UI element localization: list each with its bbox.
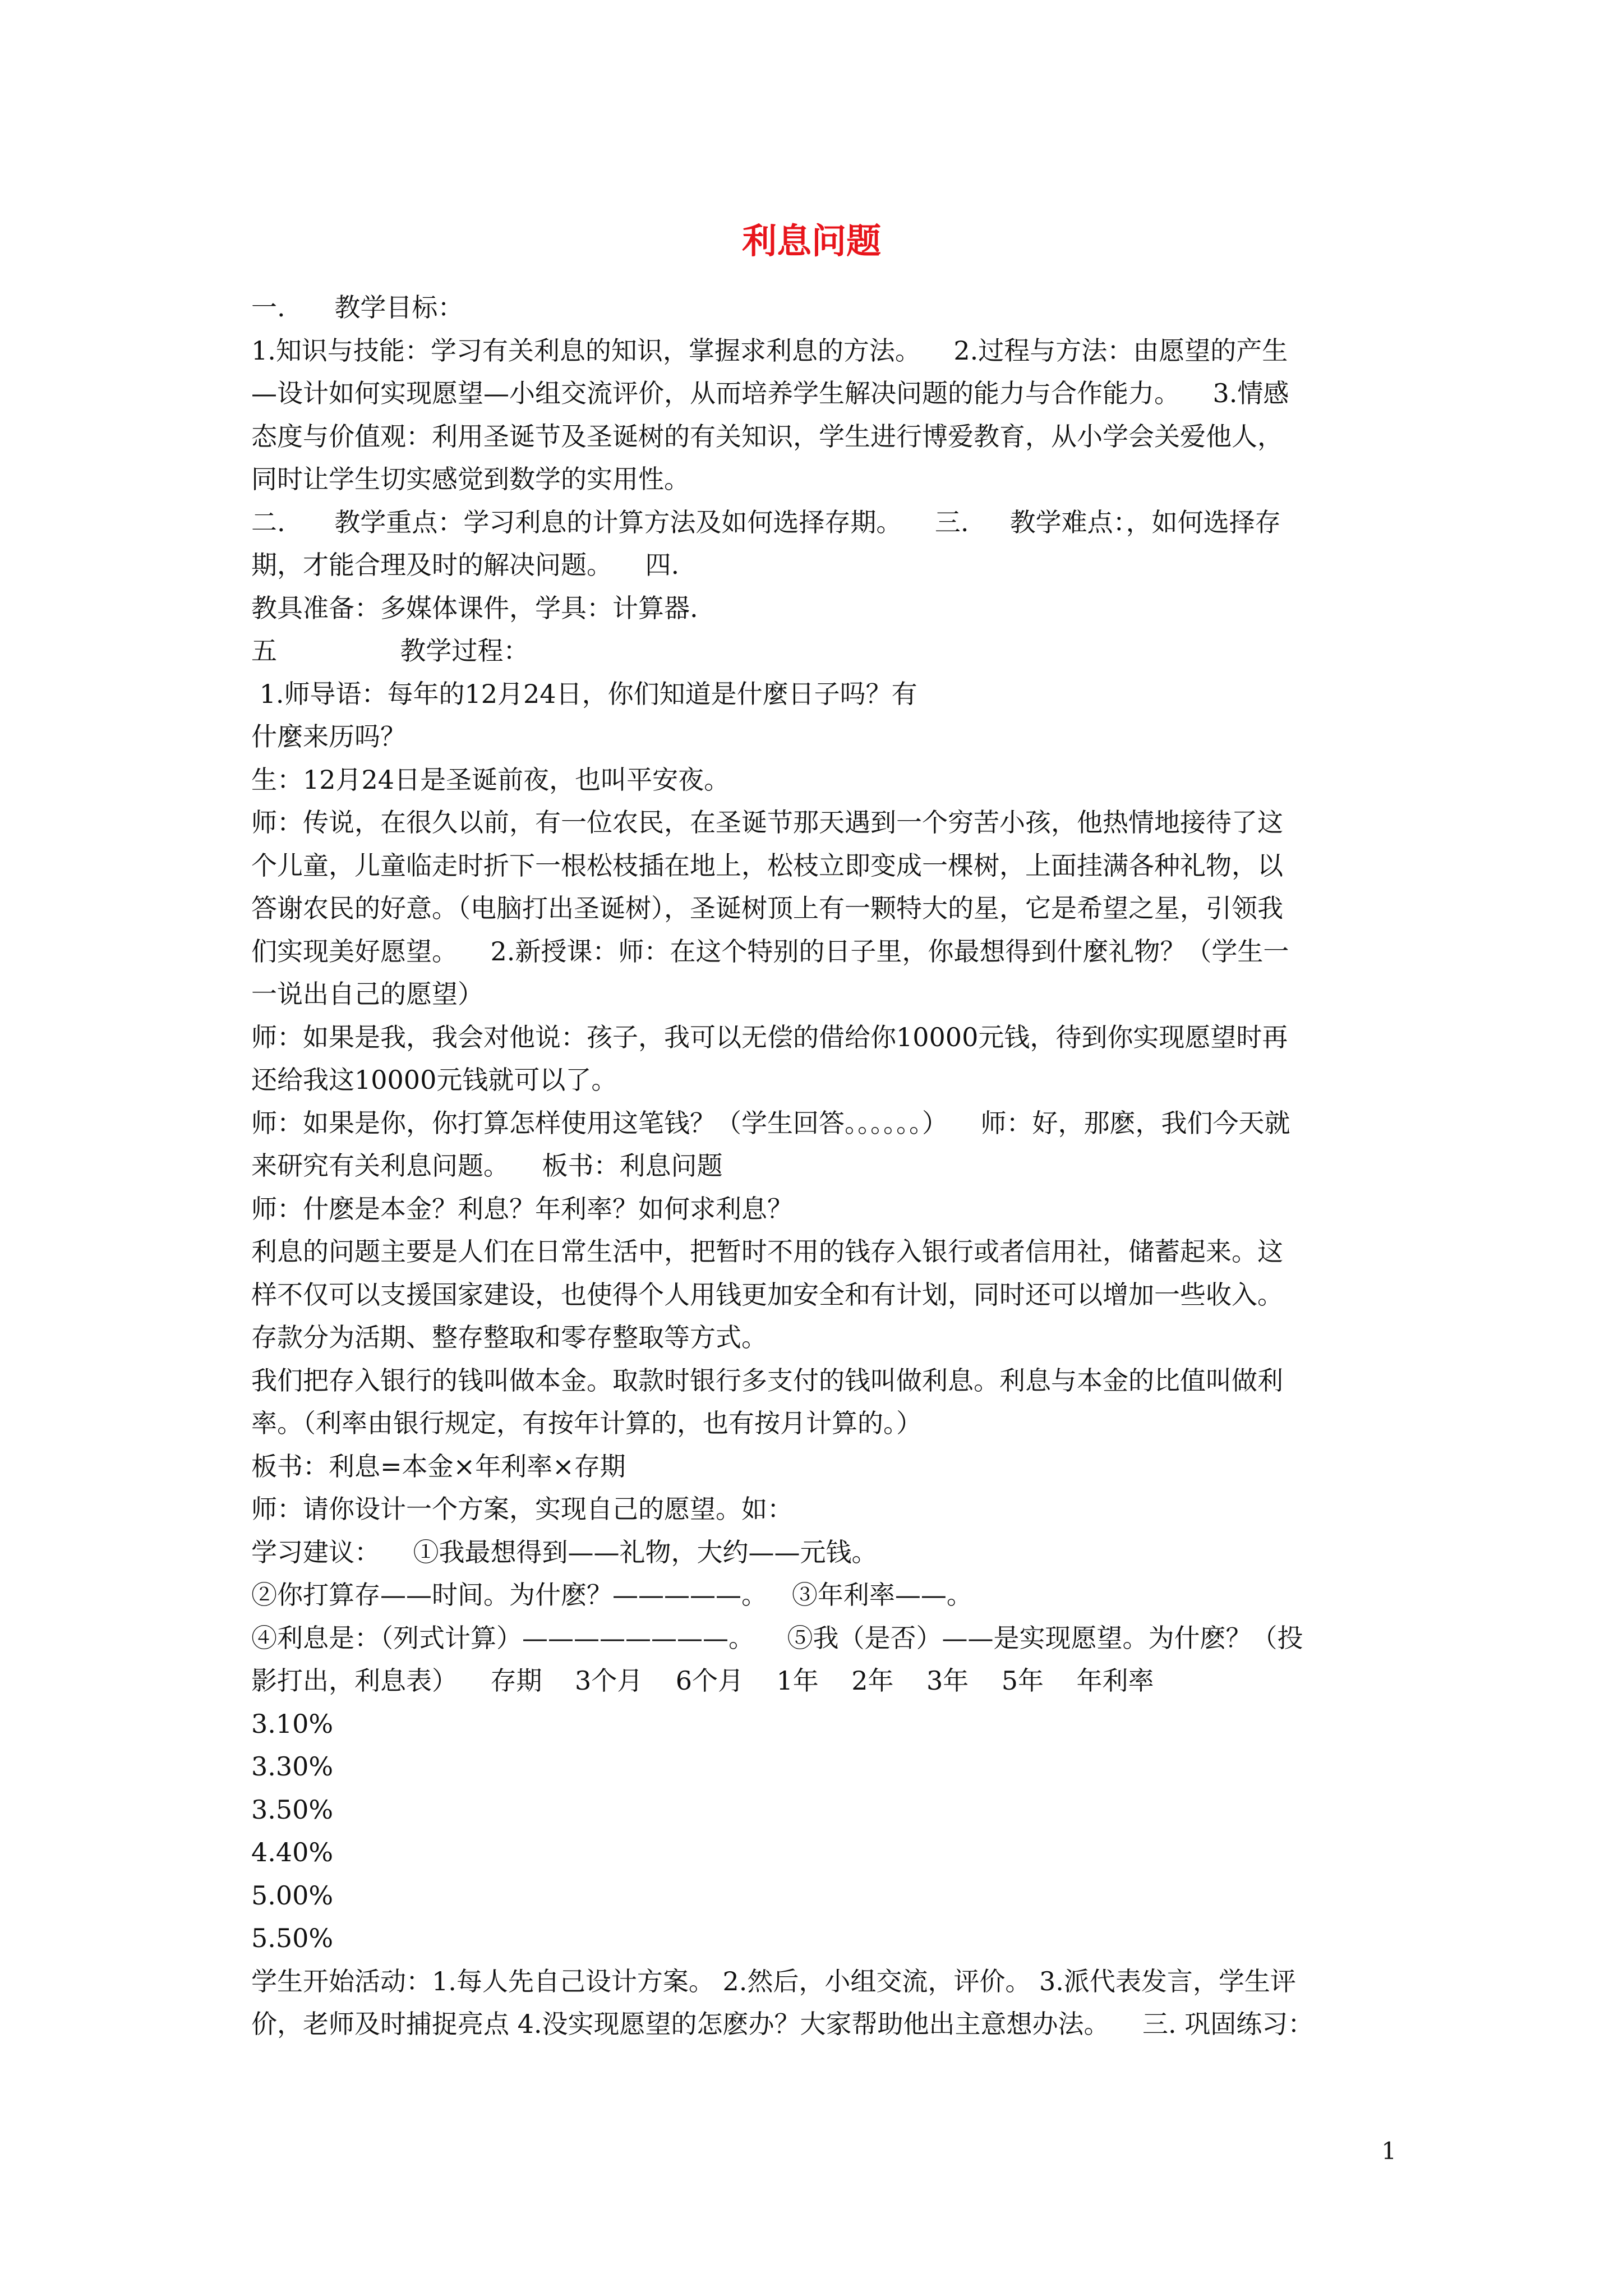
text-line: 个儿童，儿童临走时折下一根松枝插在地上，松枝立即变成一棵树，上面挂满各种礼物，以 [251, 850, 1283, 881]
document-title: 利息问题 [741, 220, 881, 261]
text-line: 学习建议： ①我最想得到——礼物，大约——元钱。 [251, 1536, 878, 1567]
text-line: 一. 教学目标： [251, 292, 464, 323]
text-line: 5.00% [251, 1880, 334, 1911]
text-line: 3.10% [251, 1708, 334, 1739]
text-line: 来研究有关利息问题。 板书：利息问题 [251, 1151, 723, 1181]
page-number: 1 [1381, 2137, 1396, 2165]
text-line: 学生开始活动：1.每人先自己设计方案。 2.然后，小组交流，评价。 3.派代表发言，学生评 [251, 1966, 1296, 1996]
text-line: ④利息是：（列式计算）————————。 ⑤我（是否）——是实现愿望。为什麽？（投 [251, 1622, 1303, 1653]
document-body [251, 286, 1395, 2046]
text-line: 二. 教学重点：学习利息的计算方法及如何选择存期。 三. 教学难点：，如何选择存 [251, 507, 1281, 537]
text-line: 师：什麽是本金？利息？年利率？如何求利息？ [251, 1193, 793, 1224]
text-line: 师：如果是你，你打算怎样使用这笔钱？（学生回答。。。。。。） 师：好，那麽，我们今天就 [251, 1107, 1290, 1138]
text-line: 师：传说，在很久以前，有一位农民，在圣诞节那天遇到一个穷苦小孩，他热情地接待了这 [251, 807, 1283, 838]
text-line: 率。（利率由银行规定，有按年计算的，也有按月计算的。） [251, 1408, 922, 1438]
text-line: 还给我这10000元钱就可以了。 [251, 1065, 617, 1095]
text-line: 什麼来历吗？ [251, 721, 406, 752]
text-line: —设计如何实现愿望—小组交流评价，从而培养学生解决问题的能力与合作能力。 3.情感 [251, 378, 1289, 408]
text-line: 3.50% [251, 1794, 334, 1825]
text-line: 价，老师及时捕捉亮点 4.没实现愿望的怎麽办？大家帮助他出主意想办法。 三. 巩固练习： [251, 2009, 1314, 2039]
text-line: 生：12月24日是圣诞前夜，也叫平安夜。 [251, 764, 730, 795]
text-line: 同时让学生切实感觉到数学的实用性。 [251, 464, 690, 494]
text-line: 师：如果是我，我会对他说：孩子，我可以无偿的借给你10000元钱，待到你实现愿望时再 [251, 1022, 1288, 1052]
text-line: 态度与价值观：利用圣诞节及圣诞树的有关知识，学生进行博爱教育，从小学会关爱他人， [251, 421, 1283, 452]
text-line: 5.50% [251, 1923, 334, 1953]
text-line: 1.知识与技能：学习有关利息的知识，掌握求利息的方法。 2.过程与方法：由愿望的产生 [251, 335, 1288, 366]
text-line: 五 教学过程： [251, 636, 529, 666]
text-line: 答谢农民的好意。（电脑打出圣诞树），圣诞树顶上有一颗特大的星，它是希望之星，引领我 [251, 893, 1283, 923]
text-line: 利息的问题主要是人们在日常生活中，把暂时不用的钱存入银行或者信用社，储蓄起来。这 [251, 1236, 1283, 1267]
text-line: 一说出自己的愿望） [251, 979, 483, 1009]
text-line: 3.30% [251, 1751, 334, 1782]
text-line: 们实现美好愿望。 2.新授课：师：在这个特别的日子里，你最想得到什麼礼物？（学生一 [251, 936, 1289, 967]
text-line: 师：请你设计一个方案，实现自己的愿望。如： [251, 1494, 793, 1524]
text-line: 1.师导语：每年的12月24日，你们知道是什麼日子吗？有 [251, 678, 917, 709]
text-line: 教具准备：多媒体课件，学具：计算器. [251, 592, 698, 623]
text-line: 样不仅可以支援国家建设，也使得个人用钱更加安全和有计划，同时还可以增加一些收入。 [251, 1279, 1283, 1310]
text-line: 影打出，利息表） 存期 3个月 6个月 1年 2年 3年 5年 年利率 [251, 1665, 1154, 1696]
text-line: 4.40% [251, 1837, 334, 1867]
text-line: 板书：利息=本金×年利率×存期 [251, 1451, 626, 1481]
text-line: 存款分为活期、整存整取和零存整取等方式。 [251, 1322, 767, 1352]
text-line: ②你打算存——时间。为什麽？—————。 ③年利率——。 [251, 1580, 972, 1610]
text-line: 期，才能合理及时的解决问题。 四. [251, 550, 680, 580]
text-line: 我们把存入银行的钱叫做本金。取款时银行多支付的钱叫做利息。利息与本金的比值叫做利 [251, 1365, 1283, 1396]
